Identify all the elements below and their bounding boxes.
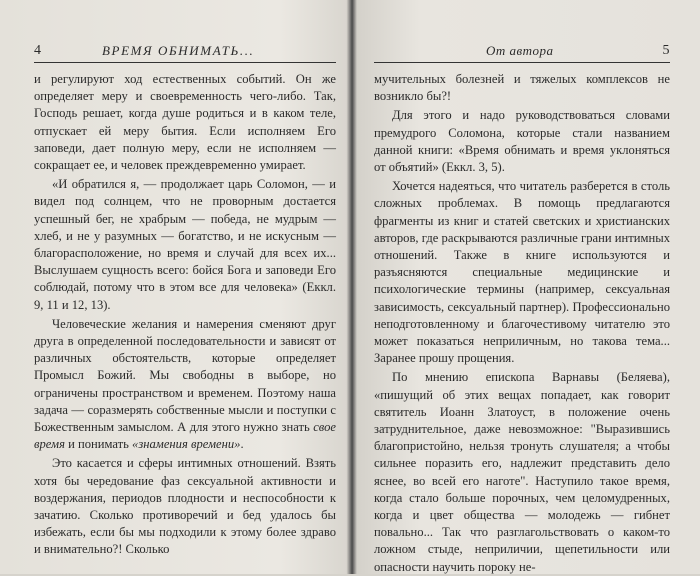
left-running-title: ВРЕМЯ ОБНИМАТЬ... <box>102 43 255 58</box>
paragraph <box>34 316 336 454</box>
italic-phrase: свое время <box>34 420 336 452</box>
right-page-header <box>374 42 670 63</box>
paragraph: и регулируют ход естественных событий. Он же определяет меру и своевременность чего-либо. Так, Господь решает, когда душе родиться и в каком теле, отпускает ей меру бытия. Если исполняем Его заповеди, дает полную меру, если не исполняем — сокращает ее, и человек преждевременно умирает. <box>34 72 336 173</box>
paragraph: Это касается и сферы интимных отношений. Взять хотя бы чередование фаз сексуальной активности и воздержания, периодов плодности и неспособности к зачатию. Сколько противоречий и бед удалось бы избежать, если бы мы подходили к этому более здраво и внимательно?! Сколько <box>34 456 336 557</box>
right-page <box>358 0 700 574</box>
paragraph: По мнению епископа Варнавы (Беляева), «пишущий об этих вещах попадает, как говорит святитель Иоанн Златоуст, в положение очень затруднительное, даже невозможное: "Выразившись благопристойно, нельзя тронуть слушателя; а чтобы сильнее поразить его, надлежит представить дело яснее, во всей его наготе". Наступило такое время, когда стало больше порочных, чем целомудренных, когда и цвет общества — молодежь — гибнет повально... Так что разглагольствовать о каком-то ложном стыде, неприличии, щепетильности или опасности научить пороку не- <box>374 370 670 574</box>
right-page-number: 5 <box>662 43 670 58</box>
paragraph: Для этого и надо руководствоваться словами премудрого Соломона, которые стали названием данной книги: «Время обнимать и время уклоняться от объятий» (Еккл. 3, 5). <box>374 108 670 175</box>
left-page-body <box>34 71 336 559</box>
right-page-body <box>374 71 670 576</box>
right-running-title: От автора <box>486 43 554 58</box>
paragraph: «И обратился я, — продолжает царь Соломон, — и видел под солнцем, что не проворным достается успешный бег, не храбрым — победа, не мудрым — хлеб, и не у разумных — богатство, и не искусным — благорасположение, но время и случай для всех их... Выслушаем сущность всего: бойся Бога и заповеди Его соблюдай, потому что в этом все для человека» (Еккл. 9, 11 и 12, 13). <box>34 177 336 312</box>
paragraph: Хочется надеяться, что читатель разберется в столь сложных проблемах. В помощь предлагаются фрагменты из книг и статей светских и христианских авторов, где раскрываются различные грани интимных отношений. Также в книге используются и разъясняются специальные медицинские и психологические термины (например, сексуальная зависимость, сексуальный партнер). Профессионально неподготовленному и благочестивому читателю это может показаться неприличным, но такова тема... Заранее прошу прощения. <box>374 179 670 366</box>
paragraph-text: Человеческие желания и намерения сменяют друг друга в определенной последовательности и зависят от различных обстоятельств, которые определяет Промысл Божий. Мы свободны в выборе, но ограничены пространством и временем. Поэтому наша задача — соразмерять собственные мысли и поступки с Божественным замыслом. А для этого нужно знать <box>34 316 336 435</box>
left-page-header <box>34 42 336 63</box>
paragraph-text: . <box>240 437 244 452</box>
paragraph: мучительных болезней и тяжелых комплексов не возникло бы?! <box>374 72 670 104</box>
left-page-number: 4 <box>34 43 42 58</box>
paragraph-text: и понимать <box>64 437 133 452</box>
left-page <box>0 0 350 574</box>
italic-phrase: «знамения времени» <box>132 437 241 452</box>
